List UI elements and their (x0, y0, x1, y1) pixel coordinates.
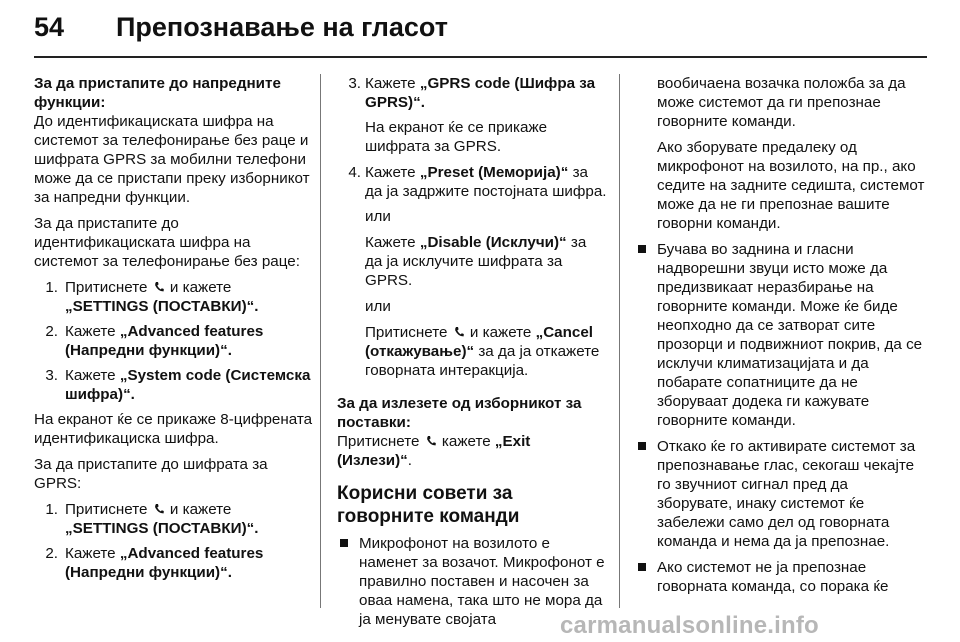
bullet-marker (638, 442, 646, 450)
step-text: Кажете (365, 234, 416, 251)
step-text: Притиснете (337, 433, 420, 450)
watermark: carmanualsonline.info (560, 612, 819, 639)
phone-call-icon (426, 435, 436, 447)
step-text: . (407, 452, 412, 469)
list-item (34, 278, 316, 316)
paragraph: или (365, 208, 391, 225)
bullet-text: Ако системот не ја препознае говорната команда, со порака ќе (657, 559, 889, 595)
voice-command: „Advanced features (Напредни функции)“. (65, 323, 264, 359)
voice-command: „Preset (Меморија)“ (419, 164, 569, 181)
voice-command: „Disable (Исклучи)“ (419, 234, 567, 251)
paragraph: Ако зборувате предалеку од микрофонот на возилото, на пр., ако седите на задните седишта, системот може да не ги препознае вашите говорни команди. (657, 139, 925, 232)
voice-command: „Advanced features (Напредни функции)“. (65, 545, 264, 581)
step-text: Притиснете (65, 501, 148, 518)
list-item (337, 163, 607, 201)
list-item (34, 366, 316, 404)
phone-call-icon (154, 503, 164, 515)
paragraph: или (365, 298, 391, 315)
voice-command: „SETTINGS (ПОСТАВКИ)“. (65, 298, 259, 315)
voice-command: „Cancel (откажување)“ (365, 324, 594, 360)
step-number: 3 . (337, 74, 361, 93)
bullet-text: Бучава во заднина и гласни надворешни звуци исто може да предизвикаат неразбирање на говорните команди. Може ќе биде неопходно да се затворат сите прозорци и подвижниот покрив, да се исклучи климатизацијата и да побарате сопатниците да не зборуваат додека ги кажувате говорните команди. (657, 241, 923, 429)
step-text: Кажете (65, 323, 116, 340)
phone-call-icon (454, 326, 464, 338)
paragraph: До идентификациската шифра на системот за телефонирање без раце и шифрата GPRS за мобилни телефони може да се пристапи преку изборникот за напредни функции. (34, 113, 310, 206)
step-text: Кажете (365, 75, 416, 92)
step-text: Кажете (365, 164, 416, 181)
step-text: Кажете (65, 545, 116, 562)
page-number: 54 (34, 12, 65, 42)
step-text: за да ја откажете говорната интеракција. (365, 343, 600, 379)
paragraph: На екранот ќе се прикаже шифрата за GPRS. (365, 119, 548, 155)
step-text: Притиснете (365, 324, 448, 341)
paragraph: вообичаена возачка положба за да може системот да ги препознае говорните команди. (657, 75, 906, 130)
paragraph: На екранот ќе се прикаже 8-цифрената идентификациска шифра. (34, 411, 313, 447)
bullet-marker (340, 539, 348, 547)
step-text: Кажете (65, 367, 116, 384)
step-number: 2 . (34, 322, 58, 341)
step-number: 2 . (34, 544, 58, 563)
subheading-advanced: За да пристапите до напредните функции: (34, 75, 281, 111)
bullet-item (635, 240, 927, 430)
paragraph (337, 432, 607, 470)
page-header (0, 0, 960, 62)
step-text: за да ја исклучите шифрата за GPRS. (365, 234, 587, 289)
paragraph (337, 323, 607, 380)
bullet-item (635, 437, 927, 551)
step-number: 4 . (337, 163, 361, 182)
list-item (34, 544, 316, 582)
bullet-text: Микрофонот на возилото е наменет за возачот. Микрофонот е правилно поставен и насочен за оваа намена, така што не мора да ја менувате својата (359, 535, 605, 628)
column-2 (337, 74, 607, 636)
paragraph: За да пристапите до шифрата за GPRS: (34, 456, 268, 492)
phone-call-icon (154, 281, 164, 293)
step-text: Притиснете (65, 279, 148, 296)
voice-command: „Exit (Излези)“ (337, 433, 531, 469)
voice-command: „SETTINGS (ПОСТАВКИ)“. (65, 520, 259, 537)
column-3 (635, 74, 927, 603)
step-text: и кажете (169, 279, 232, 296)
step-number: 3 . (34, 366, 58, 385)
bullet-marker (638, 245, 646, 253)
list-item (337, 74, 607, 112)
bullet-marker (638, 563, 646, 571)
list-item (34, 322, 316, 360)
step-text: кажете (441, 433, 491, 450)
bullet-item (635, 558, 927, 596)
paragraph: За да пристапите до идентификациската шифра на системот за телефонирање без раце: (34, 215, 300, 270)
section-heading-tips: Корисни совети за говорните команди (337, 483, 520, 527)
step-text: за да ја задржите постојната шифра. (365, 164, 607, 200)
subheading-exit: За да излезете од изборникот за поставки: (337, 395, 582, 431)
voice-command: „System code (Системска шифра)“. (65, 367, 311, 403)
paragraph (337, 233, 607, 290)
step-number: 1 . (34, 500, 58, 519)
column-1 (34, 74, 316, 588)
column-divider (320, 74, 321, 608)
step-number: 1 . (34, 278, 58, 297)
bullet-text: Откако ќе го активирате системот за препознавање глас, секогаш чекајте го звучниот сигнал пред да зборувате, инаку системот ќе забележи само дел од говорната команда и нема да ја препознае. (657, 438, 916, 550)
header-rule (34, 56, 927, 58)
page-title: Препознавање на гласот (116, 12, 448, 42)
voice-command: „GPRS code (Шифра за GPRS)“. (365, 75, 596, 111)
list-item (34, 500, 316, 538)
step-text: и кажете (469, 324, 532, 341)
step-text: и кажете (169, 501, 232, 518)
column-divider (619, 74, 620, 608)
